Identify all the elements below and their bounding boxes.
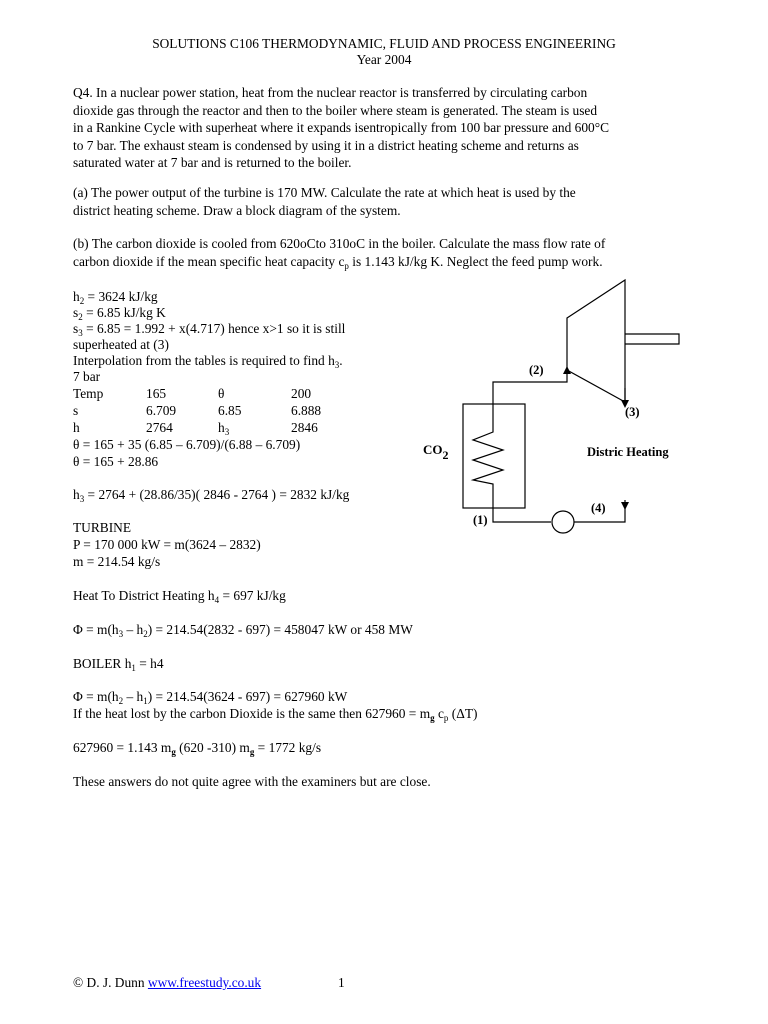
question-line: in a Rankine Cycle with superheat where it expands isentropically from 100 bar pressure and 600°C: [73, 120, 609, 136]
table-cell: Temp: [73, 386, 104, 401]
document-year: Year 2004: [356, 52, 412, 67]
footer-link[interactable]: www.freestudy.co.uk: [147, 975, 262, 990]
page-header: [0, 36, 768, 68]
question-line: Q4. In a nuclear power station, heat from the nuclear reactor is transferred by circulating carbon: [73, 85, 588, 100]
part-b-line: (b) The carbon dioxide is cooled from 620oCto 310oC in the boiler. Calculate the mass flow rate of: [73, 236, 606, 251]
table-cell: 165: [146, 386, 167, 401]
part-a-line: district heating scheme. Draw a block diagram of the system.: [73, 202, 401, 218]
interpolation-line: Interpolation from the tables is required to find $h_3$.: [73, 353, 343, 370]
question-line: to 7 bar. The exhaust steam is condensed by using it in a district heating scheme and returns as: [73, 137, 579, 153]
co2-heat-line: If the heat lost by the carbon Dioxide is the same then $627960 = m_g$ $c_p$ (ΔT): [73, 706, 478, 723]
point-1-label: (1): [473, 513, 488, 527]
return-pipe: [493, 508, 551, 522]
s2-line: $s_2 = 6.85$ kJ/kg K: [73, 305, 166, 322]
theta-line-1: θ = 165 + 35 (6.85 – 6.709)/(6.88 – 6.709): [73, 437, 301, 452]
s3-line: $s_3 = 6.85 = 1.992 + x(4.717)$ hence x>1 so it is still: [73, 321, 346, 338]
document-title: SOLUTIONS C106 THERMODYNAMIC, FLUID AND PROCESS ENGINEERING: [152, 36, 616, 51]
table-cell: 6.709: [146, 403, 177, 418]
theta-line-2: θ = 165 + 28.86: [73, 454, 159, 469]
turbine-shaft: [625, 334, 679, 344]
co2-label: CO2: [423, 442, 449, 462]
table-cell: 6.888: [291, 403, 322, 418]
mass-flow-line: 627960 = 1.143 $m_g$ (620 -310) $m_g = 1772$ kg/s: [73, 740, 322, 757]
pressure-line: 7 bar: [73, 369, 101, 384]
table-cell: 200: [291, 386, 312, 401]
question-line: saturated water at 7 bar and is returned to the boiler.: [73, 155, 352, 171]
boiler-line: BOILER $h_1 = h4$: [73, 656, 164, 673]
table-cell: 2846: [291, 420, 318, 435]
turbine-power-line: P = 170 000 kW = m(3624 – 2832): [73, 537, 261, 552]
h3-line: $h_3 = 2764 + (28.86/35)$( 2846 - 2764 ) = 2832 kJ/kg: [73, 487, 350, 504]
part-a-paragraph: [73, 184, 695, 219]
arrow-down-icon: [621, 502, 629, 510]
phi-boiler-line: $\Phi = m(h_2 - h_1) = 214.54(3624 - 697) = 627960$ kW: [73, 689, 348, 706]
block-diagram: [415, 278, 695, 540]
footer-author: © D. J. Dunn: [73, 975, 148, 990]
table-cell: 2764: [146, 420, 173, 435]
point-3-label: (3): [625, 405, 640, 419]
part-a-line: (a) The power output of the turbine is 170 MW. Calculate the rate at which heat is used by the: [73, 185, 576, 200]
turbine-mass-line: m = 214.54 kg/s: [73, 554, 161, 569]
boiler-coil: [473, 404, 503, 508]
boiler-box: [463, 404, 525, 508]
question-line: dioxide gas through the reactor and then to the boiler where steam is generated. The steam is used: [73, 102, 598, 118]
footer: [73, 975, 261, 991]
superheated-line: superheated at (3): [73, 337, 169, 352]
table-cell: s: [73, 403, 79, 418]
table-cell: 6.85: [218, 403, 242, 418]
point-4-label: (4): [591, 501, 606, 515]
closing-remark: These answers do not quite agree with the examiners but are close.: [73, 774, 431, 789]
h2-line: $h_2 = 3624$ kJ/kg: [73, 289, 158, 306]
part-b-line: carbon dioxide if the mean specific heat capacity $c_p$ is 1.143 kJ/kg K. Neglect the feed pump work.: [73, 253, 603, 271]
table-cell: h: [73, 420, 80, 435]
arrow-up-icon: [563, 366, 571, 374]
turbine-shape: [567, 280, 625, 402]
turbine-heading: TURBINE: [73, 520, 132, 535]
feed-pump-icon: [552, 511, 574, 533]
table-cell: $h_3$: [218, 420, 230, 437]
table-cell: θ: [218, 386, 225, 401]
point-2-label: (2): [529, 363, 544, 377]
district-heating-label: Distric Heating: [587, 445, 669, 459]
question-paragraph: [73, 84, 695, 172]
part-b-paragraph: [73, 235, 695, 270]
page-number: 1: [338, 975, 345, 990]
district-heat-line: Heat To District Heating $h_4 = 697$ kJ/kg: [73, 588, 286, 605]
phi-district-line: $\Phi = m(h_3 - h_2) = 214.54(2832 - 697) = 458047$ kW or 458 MW: [73, 622, 413, 639]
